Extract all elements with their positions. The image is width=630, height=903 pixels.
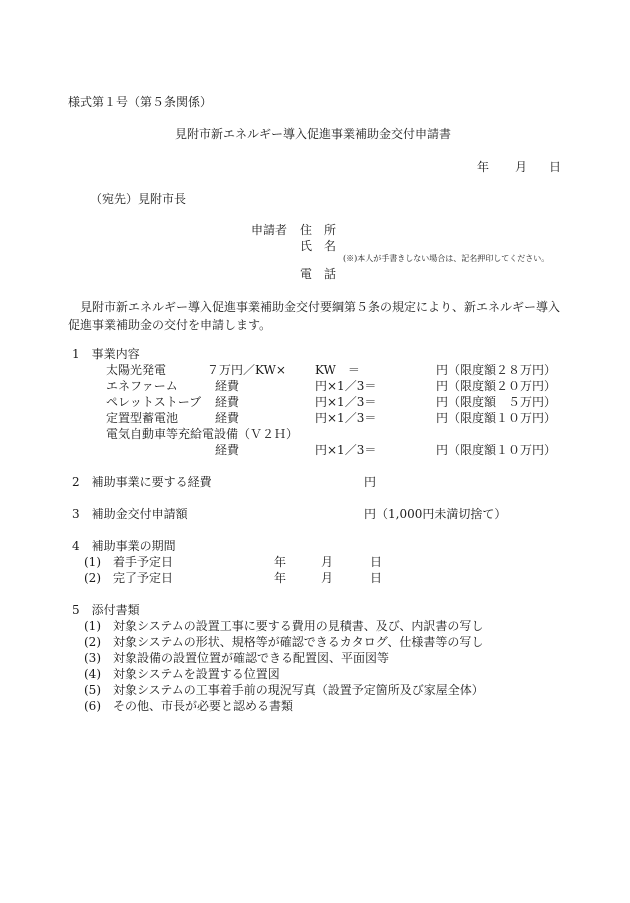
applicant-label: 申請者 bbox=[251, 223, 288, 237]
period-year: 年 bbox=[274, 571, 287, 585]
applicant-name-label: 氏 名 bbox=[300, 239, 337, 253]
item-calc: KW ＝ bbox=[315, 363, 360, 377]
item-result: 円（限度額２８万円） bbox=[436, 363, 557, 377]
attachment-text: 対象システムの形状、規格等が確認できるカタログ、仕様書等の写し bbox=[113, 635, 484, 649]
item-name: 電気自動車等充給電設備（Ｖ２Ｈ） bbox=[106, 427, 299, 441]
section3-unit: 円（1,000円未満切捨て） bbox=[364, 507, 507, 521]
period-day: 日 bbox=[370, 555, 383, 569]
item-basis: 経費 bbox=[215, 443, 240, 457]
item-name: ペレットストーブ bbox=[106, 395, 202, 409]
item-calc: 円×1／3＝ bbox=[315, 395, 377, 409]
section2-heading: 2 補助事業に要する経費 bbox=[72, 475, 212, 489]
document-title: 見附市新エネルギー導入促進事業補助金交付申請書 bbox=[175, 127, 452, 141]
addressee: （宛先）見附市長 bbox=[90, 192, 187, 206]
section5-heading: 5 添付書類 bbox=[72, 603, 140, 617]
attachment-num: (5) bbox=[84, 683, 101, 697]
item-basis: 経費 bbox=[215, 395, 240, 409]
date-month: 月 bbox=[515, 160, 528, 174]
section3-heading: 3 補助金交付申請額 bbox=[72, 507, 188, 521]
attachment-text: その他、市長が必要と認める書類 bbox=[113, 699, 294, 713]
date-year: 年 bbox=[477, 160, 490, 174]
period-num: (1) bbox=[84, 555, 101, 569]
item-result: 円（限度額１０万円） bbox=[436, 411, 557, 425]
period-month: 月 bbox=[321, 555, 334, 569]
item-result: 円（限度額２０万円） bbox=[436, 379, 557, 393]
item-result: 円（限度額１０万円） bbox=[436, 443, 557, 457]
attachment-text: 対象システムを設置する位置図 bbox=[113, 667, 280, 681]
period-year: 年 bbox=[274, 555, 287, 569]
attachment-num: (4) bbox=[84, 667, 101, 681]
applicant-note: (※)本人が手書きしない場合は、記名押印してください。 bbox=[343, 254, 550, 263]
item-basis: 経費 bbox=[215, 411, 240, 425]
period-day: 日 bbox=[370, 571, 383, 585]
section1-heading: 1 事業内容 bbox=[72, 347, 140, 361]
item-name: 太陽光発電 bbox=[106, 363, 167, 377]
item-calc: 円×1／3＝ bbox=[315, 443, 377, 457]
attachment-text: 対象システムの設置工事に要する費用の見積書、及び、内訳書の写し bbox=[113, 619, 484, 633]
item-basis: 経費 bbox=[215, 379, 240, 393]
period-month: 月 bbox=[321, 571, 334, 585]
intro-paragraph: 見附市新エネルギー導入促進事業補助金交付要綱第５条の規定により、新エネルギー導入促進事業補助金の交付を申請します。 bbox=[68, 300, 561, 332]
item-calc: 円×1／3＝ bbox=[315, 379, 377, 393]
date-day: 日 bbox=[549, 160, 562, 174]
applicant-phone-label: 電 話 bbox=[300, 267, 337, 281]
item-result: 円（限度額 ５万円） bbox=[436, 395, 557, 409]
applicant-address-label: 住 所 bbox=[300, 223, 337, 237]
attachment-text: 対象システムの工事着手前の現況写真（設置予定箇所及び家屋全体） bbox=[113, 683, 484, 697]
form-label: 様式第１号（第５条関係） bbox=[68, 95, 213, 109]
attachment-num: (2) bbox=[84, 635, 101, 649]
period-label: 着手予定日 bbox=[113, 555, 174, 569]
item-calc: 円×1／3＝ bbox=[315, 411, 377, 425]
item-name: 定置型蓄電池 bbox=[106, 411, 179, 425]
attachment-num: (6) bbox=[84, 699, 101, 713]
section2-unit: 円 bbox=[364, 475, 377, 489]
period-label: 完了予定日 bbox=[113, 571, 174, 585]
section4-heading: 4 補助事業の期間 bbox=[72, 539, 176, 553]
period-num: (2) bbox=[84, 571, 101, 585]
attachment-num: (1) bbox=[84, 619, 101, 633]
attachment-num: (3) bbox=[84, 651, 101, 665]
attachment-text: 対象設備の設置位置が確認できる配置図、平面図等 bbox=[113, 651, 390, 665]
item-basis: ７万円／KW× bbox=[207, 363, 286, 377]
item-name: エネファーム bbox=[106, 379, 178, 393]
